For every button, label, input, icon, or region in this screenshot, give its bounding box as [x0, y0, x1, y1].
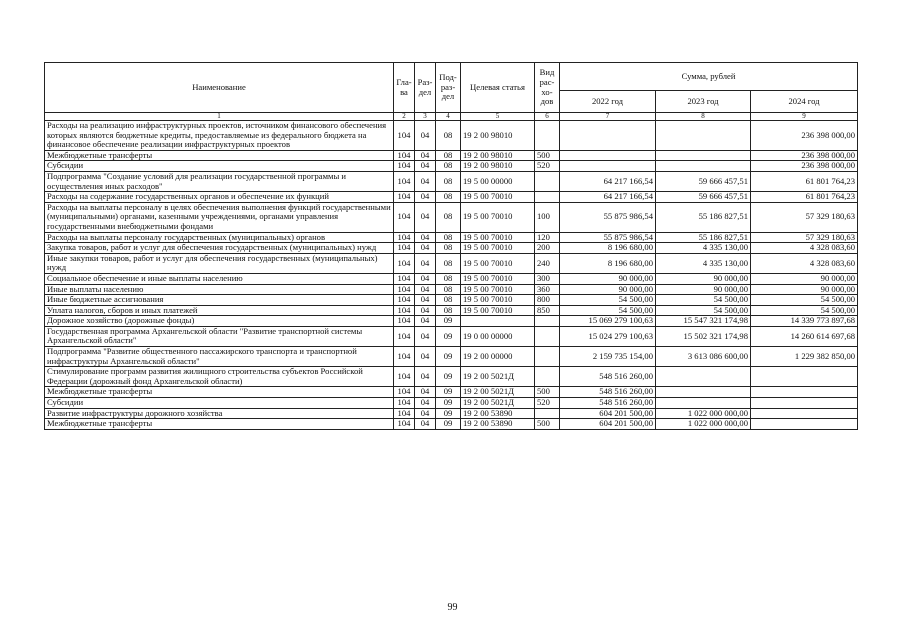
row-vid-cell: 520	[535, 398, 560, 409]
row-2023-cell: 59 666 457,51	[656, 192, 751, 203]
column-number: 7	[560, 113, 656, 121]
row-2024-cell: 4 328 083,60	[751, 253, 858, 273]
table-row	[45, 273, 858, 284]
row-name-cell: Развитие инфраструктуры дорожного хозяйства	[45, 408, 394, 419]
column-number: 8	[656, 113, 751, 121]
row-2024-cell: 1 229 382 850,00	[751, 347, 858, 367]
row-podrazdel-cell: 08	[436, 202, 461, 232]
row-2022-cell: 604 201 500,00	[560, 419, 656, 430]
row-podrazdel-cell: 09	[436, 347, 461, 367]
row-glava-cell: 104	[394, 161, 415, 172]
row-glava-cell: 104	[394, 121, 415, 151]
row-2024-cell: 236 398 000,00	[751, 121, 858, 151]
row-2022-cell: 90 000,00	[560, 284, 656, 295]
row-2023-cell: 90 000,00	[656, 273, 751, 284]
row-glava-cell: 104	[394, 202, 415, 232]
row-2022-cell: 548 516 260,00	[560, 398, 656, 409]
row-razdel-cell: 04	[415, 305, 436, 316]
table-row	[45, 295, 858, 306]
row-target-cell: 19 5 00 70010	[461, 305, 535, 316]
row-glava-cell: 104	[394, 295, 415, 306]
row-2024-cell	[751, 408, 858, 419]
table-row	[45, 347, 858, 367]
row-glava-cell: 104	[394, 408, 415, 419]
row-target-cell: 19 2 00 98010	[461, 150, 535, 161]
row-glava-cell: 104	[394, 305, 415, 316]
row-vid-cell	[535, 347, 560, 367]
row-vid-cell	[535, 367, 560, 387]
row-podrazdel-cell: 08	[436, 121, 461, 151]
row-podrazdel-cell: 08	[436, 284, 461, 295]
row-2022-cell: 15 024 279 100,63	[560, 326, 656, 346]
row-glava-cell: 104	[394, 150, 415, 161]
row-2023-cell: 4 335 130,00	[656, 253, 751, 273]
header-2022: 2022 год	[560, 91, 656, 113]
table-header	[45, 63, 858, 121]
row-2022-cell: 54 500,00	[560, 305, 656, 316]
row-2022-cell: 55 875 986,54	[560, 202, 656, 232]
row-2024-cell: 14 260 614 697,68	[751, 326, 858, 346]
table-row	[45, 192, 858, 203]
row-target-cell: 19 2 00 5021Д	[461, 398, 535, 409]
row-razdel-cell: 04	[415, 150, 436, 161]
row-vid-cell	[535, 121, 560, 151]
row-name-cell: Межбюджетные трансферты	[45, 419, 394, 430]
row-name-cell: Стимулирование программ развития жилищного строительства субъектов Российской Федерации (дорожный фонд Архангельской области)	[45, 367, 394, 387]
row-vid-cell: 800	[535, 295, 560, 306]
column-number-row	[45, 113, 858, 121]
table-row	[45, 367, 858, 387]
row-vid-cell: 500	[535, 150, 560, 161]
row-target-cell: 19 2 00 98010	[461, 121, 535, 151]
row-glava-cell: 104	[394, 316, 415, 327]
row-name-cell: Уплата налогов, сборов и иных платежей	[45, 305, 394, 316]
row-2022-cell: 90 000,00	[560, 273, 656, 284]
table-row	[45, 253, 858, 273]
row-vid-cell: 300	[535, 273, 560, 284]
row-2024-cell: 14 339 773 897,68	[751, 316, 858, 327]
row-target-cell: 19 5 00 70010	[461, 273, 535, 284]
row-2024-cell: 90 000,00	[751, 273, 858, 284]
table-row	[45, 150, 858, 161]
column-number: 4	[436, 113, 461, 121]
row-glava-cell: 104	[394, 243, 415, 254]
row-glava-cell: 104	[394, 192, 415, 203]
row-name-cell: Межбюджетные трансферты	[45, 387, 394, 398]
row-2022-cell: 548 516 260,00	[560, 387, 656, 398]
row-glava-cell: 104	[394, 273, 415, 284]
row-2024-cell: 54 500,00	[751, 305, 858, 316]
row-vid-cell: 520	[535, 161, 560, 172]
row-name-cell: Государственная программа Архангельской области "Развитие транспортной системы Архангельской области"	[45, 326, 394, 346]
row-glava-cell: 104	[394, 387, 415, 398]
row-2023-cell	[656, 150, 751, 161]
row-name-cell: Подпрограмма "Развитие общественного пассажирского транспорта и транспортной инфраструктуры Архангельской области"	[45, 347, 394, 367]
row-name-cell: Межбюджетные трансферты	[45, 150, 394, 161]
row-2024-cell	[751, 398, 858, 409]
row-2023-cell: 55 186 827,51	[656, 232, 751, 243]
row-2022-cell	[560, 150, 656, 161]
row-name-cell: Расходы на реализацию инфраструктурных проектов, источником финансового обеспечения которых являются бюджетные кредиты, предоставляемые из федерального бюджета на финансовое обеспечение реализации инфраструктурных проектов	[45, 121, 394, 151]
header-podrazdel: Под-раз-дел	[436, 63, 461, 113]
row-name-cell: Субсидии	[45, 398, 394, 409]
row-target-cell: 19 2 00 00000	[461, 347, 535, 367]
row-vid-cell: 500	[535, 387, 560, 398]
row-podrazdel-cell: 08	[436, 243, 461, 254]
row-2023-cell	[656, 398, 751, 409]
row-2023-cell: 4 335 130,00	[656, 243, 751, 254]
row-2023-cell: 90 000,00	[656, 284, 751, 295]
row-razdel-cell: 04	[415, 171, 436, 191]
row-target-cell: 19 2 00 98010	[461, 161, 535, 172]
budget-table	[44, 62, 858, 430]
header-glava: Гла-ва	[394, 63, 415, 113]
row-vid-cell: 850	[535, 305, 560, 316]
row-2022-cell: 54 500,00	[560, 295, 656, 306]
row-vid-cell: 100	[535, 202, 560, 232]
row-glava-cell: 104	[394, 347, 415, 367]
row-glava-cell: 104	[394, 253, 415, 273]
row-2022-cell: 8 196 680,00	[560, 243, 656, 254]
table-row	[45, 161, 858, 172]
row-podrazdel-cell: 08	[436, 295, 461, 306]
row-podrazdel-cell: 09	[436, 367, 461, 387]
row-name-cell: Иные закупки товаров, работ и услуг для обеспечения государственных (муниципальных) нужд	[45, 253, 394, 273]
row-razdel-cell: 04	[415, 202, 436, 232]
row-target-cell: 19 5 00 70010	[461, 284, 535, 295]
row-razdel-cell: 04	[415, 273, 436, 284]
row-glava-cell: 104	[394, 326, 415, 346]
row-2023-cell: 54 500,00	[656, 305, 751, 316]
row-razdel-cell: 04	[415, 316, 436, 327]
row-name-cell: Подпрограмма "Создание условий для реализации государственной программы и осуществления иных расходов"	[45, 171, 394, 191]
row-target-cell: 19 5 00 70010	[461, 232, 535, 243]
table-row	[45, 243, 858, 254]
row-razdel-cell: 04	[415, 419, 436, 430]
table-body	[45, 121, 858, 430]
row-podrazdel-cell: 09	[436, 326, 461, 346]
row-name-cell: Иные выплаты населению	[45, 284, 394, 295]
header-2023: 2023 год	[656, 91, 751, 113]
row-2023-cell: 1 022 000 000,00	[656, 419, 751, 430]
row-2023-cell	[656, 121, 751, 151]
row-razdel-cell: 04	[415, 295, 436, 306]
row-target-cell: 19 0 00 00000	[461, 326, 535, 346]
table-row	[45, 316, 858, 327]
row-vid-cell	[535, 316, 560, 327]
row-2023-cell: 15 502 321 174,98	[656, 326, 751, 346]
row-2023-cell: 55 186 827,51	[656, 202, 751, 232]
header-vid: Вид рас-хо-дов	[535, 63, 560, 113]
budget-table-sheet	[44, 62, 858, 430]
table-row	[45, 305, 858, 316]
row-vid-cell: 500	[535, 419, 560, 430]
row-glava-cell: 104	[394, 171, 415, 191]
row-2023-cell: 54 500,00	[656, 295, 751, 306]
row-2023-cell	[656, 161, 751, 172]
row-glava-cell: 104	[394, 367, 415, 387]
table-row	[45, 171, 858, 191]
column-number: 5	[461, 113, 535, 121]
row-name-cell: Субсидии	[45, 161, 394, 172]
row-2022-cell	[560, 121, 656, 151]
row-2024-cell: 4 328 083,60	[751, 243, 858, 254]
column-number: 1	[45, 113, 394, 121]
row-razdel-cell: 04	[415, 326, 436, 346]
row-2023-cell	[656, 367, 751, 387]
row-razdel-cell: 04	[415, 232, 436, 243]
page-number: 99	[447, 602, 458, 613]
row-razdel-cell: 04	[415, 408, 436, 419]
row-2022-cell: 64 217 166,54	[560, 192, 656, 203]
row-razdel-cell: 04	[415, 367, 436, 387]
row-2024-cell: 54 500,00	[751, 295, 858, 306]
row-razdel-cell: 04	[415, 121, 436, 151]
row-name-cell: Закупка товаров, работ и услуг для обеспечения государственных (муниципальных) нужд	[45, 243, 394, 254]
row-2024-cell: 236 398 000,00	[751, 150, 858, 161]
row-2024-cell: 61 801 764,23	[751, 192, 858, 203]
row-podrazdel-cell: 08	[436, 150, 461, 161]
row-podrazdel-cell: 08	[436, 305, 461, 316]
row-2022-cell	[560, 161, 656, 172]
row-2022-cell: 548 516 260,00	[560, 367, 656, 387]
row-target-cell: 19 2 00 53890	[461, 419, 535, 430]
row-2024-cell: 90 000,00	[751, 284, 858, 295]
row-razdel-cell: 04	[415, 253, 436, 273]
row-target-cell: 19 2 00 5021Д	[461, 367, 535, 387]
table-row	[45, 419, 858, 430]
row-2023-cell	[656, 387, 751, 398]
table-row	[45, 121, 858, 151]
row-2023-cell: 1 022 000 000,00	[656, 408, 751, 419]
row-vid-cell	[535, 192, 560, 203]
row-name-cell: Расходы на содержание государственных органов и обеспечение их функций	[45, 192, 394, 203]
row-2023-cell: 3 613 086 600,00	[656, 347, 751, 367]
column-number: 2	[394, 113, 415, 121]
table-row	[45, 202, 858, 232]
row-2022-cell: 2 159 735 154,00	[560, 347, 656, 367]
row-2022-cell: 8 196 680,00	[560, 253, 656, 273]
row-razdel-cell: 04	[415, 161, 436, 172]
row-2023-cell: 15 547 321 174,98	[656, 316, 751, 327]
row-2024-cell	[751, 387, 858, 398]
row-target-cell: 19 2 00 53890	[461, 408, 535, 419]
row-podrazdel-cell: 08	[436, 273, 461, 284]
row-target-cell: 19 5 00 70010	[461, 202, 535, 232]
row-razdel-cell: 04	[415, 192, 436, 203]
row-podrazdel-cell: 08	[436, 253, 461, 273]
row-vid-cell: 240	[535, 253, 560, 273]
column-number: 9	[751, 113, 858, 121]
row-podrazdel-cell: 08	[436, 232, 461, 243]
row-glava-cell: 104	[394, 232, 415, 243]
header-2024: 2024 год	[751, 91, 858, 113]
row-podrazdel-cell: 09	[436, 419, 461, 430]
row-glava-cell: 104	[394, 419, 415, 430]
row-vid-cell: 360	[535, 284, 560, 295]
row-name-cell: Расходы на выплаты персоналу государственных (муниципальных) органов	[45, 232, 394, 243]
table-row	[45, 408, 858, 419]
row-name-cell: Иные бюджетные ассигнования	[45, 295, 394, 306]
row-glava-cell: 104	[394, 398, 415, 409]
row-2022-cell: 55 875 986,54	[560, 232, 656, 243]
row-2023-cell: 59 666 457,51	[656, 171, 751, 191]
row-2024-cell: 61 801 764,23	[751, 171, 858, 191]
column-number: 6	[535, 113, 560, 121]
row-podrazdel-cell: 09	[436, 316, 461, 327]
row-razdel-cell: 04	[415, 398, 436, 409]
table-row	[45, 232, 858, 243]
table-row	[45, 284, 858, 295]
column-number: 3	[415, 113, 436, 121]
row-vid-cell	[535, 326, 560, 346]
header-name: Наименование	[45, 63, 394, 113]
row-vid-cell: 120	[535, 232, 560, 243]
row-vid-cell	[535, 408, 560, 419]
row-razdel-cell: 04	[415, 347, 436, 367]
row-podrazdel-cell: 08	[436, 161, 461, 172]
row-name-cell: Дорожное хозяйство (дорожные фонды)	[45, 316, 394, 327]
table-row	[45, 387, 858, 398]
header-razdel: Раз-дел	[415, 63, 436, 113]
table-row	[45, 326, 858, 346]
row-vid-cell: 200	[535, 243, 560, 254]
row-podrazdel-cell: 09	[436, 408, 461, 419]
row-podrazdel-cell: 09	[436, 398, 461, 409]
row-name-cell: Социальное обеспечение и иные выплаты населению	[45, 273, 394, 284]
row-target-cell: 19 5 00 00000	[461, 171, 535, 191]
row-2022-cell: 64 217 166,54	[560, 171, 656, 191]
row-vid-cell	[535, 171, 560, 191]
row-target-cell: 19 5 00 70010	[461, 192, 535, 203]
row-2024-cell: 57 329 180,63	[751, 232, 858, 243]
row-2022-cell: 604 201 500,00	[560, 408, 656, 419]
header-target: Целевая статья	[461, 63, 535, 113]
row-2024-cell: 57 329 180,63	[751, 202, 858, 232]
row-target-cell: 19 5 00 70010	[461, 243, 535, 254]
row-razdel-cell: 04	[415, 243, 436, 254]
row-2024-cell	[751, 419, 858, 430]
header-sum: Сумма, рублей	[560, 63, 858, 91]
table-row	[45, 398, 858, 409]
row-podrazdel-cell: 08	[436, 171, 461, 191]
row-name-cell: Расходы на выплаты персоналу в целях обеспечения выполнения функций государственными (муниципальными) органами, казенными учреждениями, органами управления государственными внебюджетными фондами	[45, 202, 394, 232]
row-target-cell	[461, 316, 535, 327]
row-2024-cell	[751, 367, 858, 387]
row-2024-cell: 236 398 000,00	[751, 161, 858, 172]
row-podrazdel-cell: 09	[436, 387, 461, 398]
row-glava-cell: 104	[394, 284, 415, 295]
row-target-cell: 19 5 00 70010	[461, 295, 535, 306]
row-podrazdel-cell: 08	[436, 192, 461, 203]
row-2022-cell: 15 069 279 100,63	[560, 316, 656, 327]
row-razdel-cell: 04	[415, 387, 436, 398]
row-target-cell: 19 5 00 70010	[461, 253, 535, 273]
row-razdel-cell: 04	[415, 284, 436, 295]
row-target-cell: 19 2 00 5021Д	[461, 387, 535, 398]
